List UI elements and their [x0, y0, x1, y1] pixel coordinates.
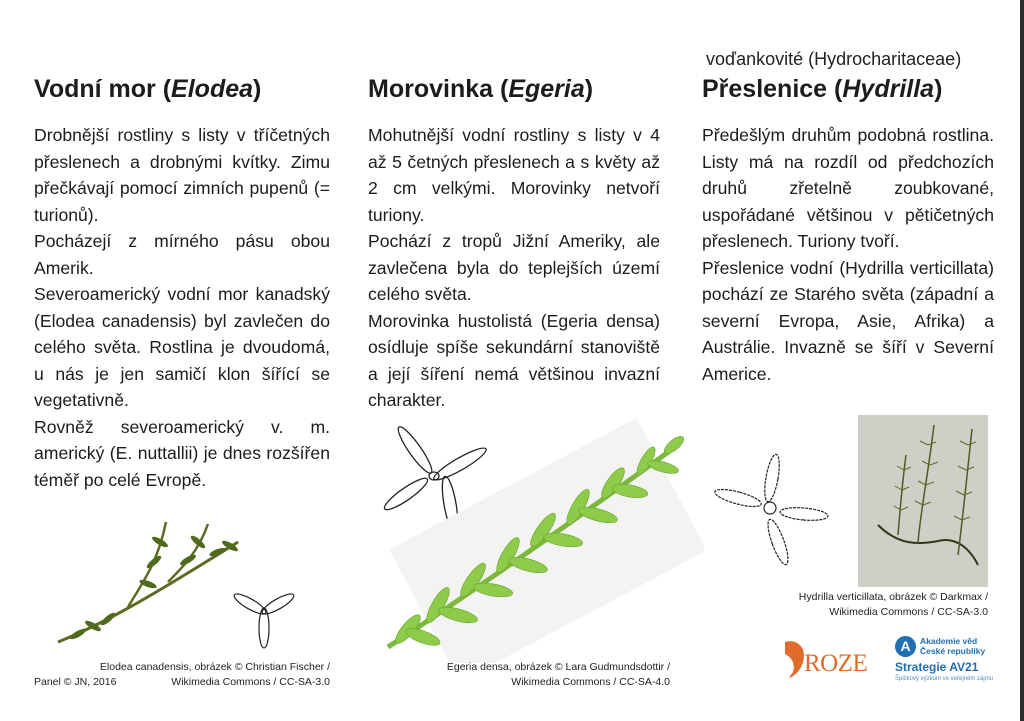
caption-elodea: Elodea canadensis, obrázek © Christian Fischer / Wikimedia Commons / CC-SA-3.0 — [99, 661, 330, 688]
heading-egeria: Morovinka (Egeria) — [368, 75, 594, 103]
paragraph-2: Pocházejí z mírného pásu obou Amerik. — [34, 231, 330, 278]
paragraph-4: Rovněž severoamerický v. m. americký (E. nuttallii) je dnes rozšířen téměř po celé Evropě. — [34, 416, 330, 490]
paragraph-2: Pochází z tropů Jižní Ameriky, ale zavlečena byla do teplejších území celého světa. — [368, 231, 660, 304]
family-label: voďankovité (Hydrocharitaceae) — [706, 49, 962, 69]
paragraph-3: Morovinka hustolistá (Egeria densa) osídluje spíše sekundární stanoviště a její šíření nemá většinou invazní charakter. — [368, 310, 660, 410]
paragraph-1: Drobnější rostliny s listy v tříčetných přeslenech a drobnými kvítky. Zimu přečkávají pomocí zimních pupenů (= turionů). — [34, 125, 330, 225]
av-logo-icon: A — [895, 636, 916, 657]
roze-logo-text: ROZE — [804, 650, 868, 677]
caption-hydrilla: Hydrilla verticillata, obrázek © Darkmax / Wikimedia Commons / CC-SA-3.0 — [798, 591, 988, 618]
av-logo-name: Akademie věd České republiky — [920, 636, 986, 656]
egeria-photo — [368, 415, 704, 663]
column-hydrilla — [702, 72, 994, 387]
paragraph-2: Přeslenice vodní (Hydrilla verticillata) pochází ze Starého světa (západní a severní Evropa, Asie, Afrika) a Austrálie. Invazně se šíří v Severní Americe. — [702, 257, 994, 384]
page-edge-bar — [1020, 0, 1024, 721]
heading-hydrilla: Přeslenice (Hydrilla) — [702, 75, 943, 103]
caption-egeria: Egeria densa, obrázek © Lara Gudmundsdottir / Wikimedia Commons / CC-SA-4.0 — [446, 661, 670, 688]
column-egeria — [368, 72, 660, 414]
paragraph-1: Mohutnější vodní rostliny s listy v 4 až 5 četných přeslenech a s květy až 2 cm velkými. Morovinky netvoří turiony. — [368, 125, 660, 225]
av-tagline: Špičkový výzkum ve veřejném zájmu — [895, 676, 994, 682]
heading-elodea: Vodní mor (Elodea) — [34, 75, 262, 103]
paragraph-3: Severoamerický vodní mor kanadský (Elodea canadensis) byl zavlečen do celého světa. Rostlina je dvoudomá, u nás je jen samičí klon šířící se vegetativně. — [34, 284, 330, 410]
column-elodea — [34, 72, 330, 493]
hydrilla-photo — [858, 415, 988, 587]
av-strategy-label: Strategie AV21 — [895, 660, 979, 674]
paragraph-1: Předešlým druhům podobná rostlina. Listy má na rozdíl od předchozích druhů zřetelně zoubkované, uspořádané většinou v pětičetných přeslenech. Turiony tvoří. — [702, 125, 994, 251]
elodea-photo — [48, 512, 248, 652]
elodea-whorl-drawing — [232, 582, 296, 650]
panel-credit: Panel © JN, 2016 — [34, 676, 117, 688]
hydrilla-whorl-drawing — [712, 450, 830, 568]
